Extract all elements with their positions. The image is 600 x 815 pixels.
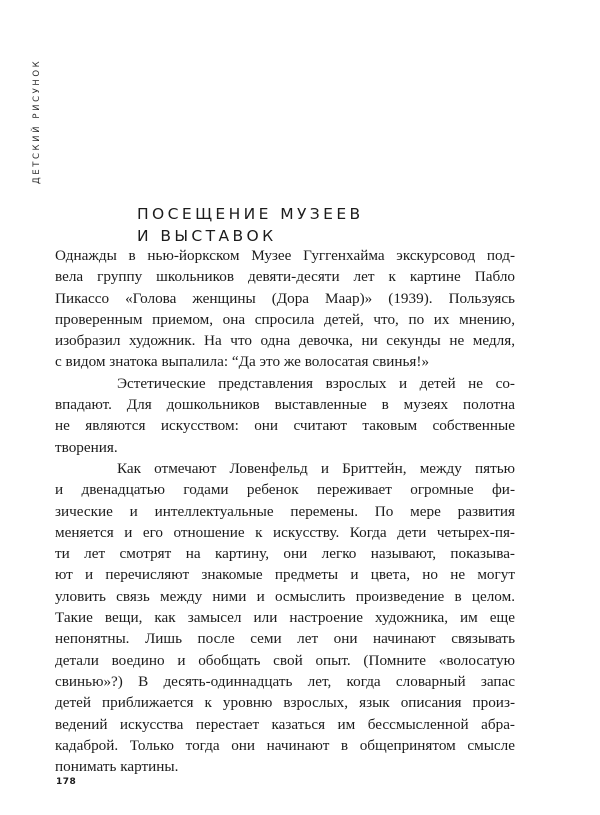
- section-title-line-1: ПОСЕЩЕНИЕ МУЗЕЕВ: [137, 205, 364, 223]
- text-line: ведений искусства перестает казаться им бессмысленной абра-: [55, 715, 515, 733]
- text-line: Однажды в нью-йоркском Музее Гуггенхайма экскурсовод под-: [55, 247, 515, 264]
- text-line: Такие вещи, как замысел или настроение художника, им еще: [55, 609, 515, 627]
- text-line: впадают. Для дошкольников выставленные в музеях полотна: [55, 396, 515, 414]
- text-line: Пикассо «Голова женщины (Дора Маар)» (1939). Пользуясь: [55, 289, 515, 307]
- text-line: ют и перечисляют знакомые предметы и цвета, но не могут: [55, 566, 515, 584]
- text-line: уловить связь между ними и осмыслить произведение в целом.: [55, 587, 515, 605]
- text-line: детей приближается к уровню взрослых, язык описания произ-: [55, 694, 515, 712]
- text-line: Как отмечают Ловенфельд и Бриттейн, между пятью: [117, 459, 515, 477]
- section-title-line-2: И ВЫСТАВОК: [137, 227, 277, 245]
- text-line: зические и интеллектуальные перемены. По мере развития: [55, 502, 515, 520]
- text-line: свинью»?) В десять-одиннадцать лет, когда словарный запас: [55, 672, 515, 690]
- text-line: не являются искусством: они считают таковым собственные: [55, 417, 515, 435]
- text-line: и двенадцатью годами ребенок переживает огромные фи-: [55, 481, 515, 499]
- body-text: [55, 245, 515, 777]
- page-number: 178: [56, 777, 77, 787]
- text-line: творения.: [55, 438, 118, 456]
- text-line: изобразил художник. На что одна девочка, ни секунды не медля,: [55, 332, 515, 350]
- text-line: кадаброй. Только тогда они начинают в общепринятом смысле: [55, 736, 515, 754]
- text-line: детали воедино и обобщать свой опыт. (Помните «волосатую: [55, 651, 515, 669]
- text-line: вела группу школьников девяти-десяти лет к картине Пабло: [55, 268, 515, 286]
- section-title: [137, 203, 467, 247]
- text-line: с видом знатока выпалила: “Да это же волосатая свинья!»: [55, 353, 430, 371]
- text-line: меняется и его отношение к искусству. Когда дети четырех-пя-: [55, 523, 515, 541]
- text-line: ти лет смотрят на картину, они легко называют, показыва-: [55, 545, 515, 563]
- text-line: непонятны. Лишь после семи лет они начинают связывать: [55, 630, 515, 648]
- running-head: ДЕТСКИЙ РИСУНОК: [32, 58, 42, 184]
- text-line: проверенным приемом, она спросила детей, что, по их мнению,: [55, 310, 515, 328]
- text-line: понимать картины.: [55, 758, 179, 776]
- text-line: Эстетические представления взрослых и детей не со-: [117, 374, 515, 392]
